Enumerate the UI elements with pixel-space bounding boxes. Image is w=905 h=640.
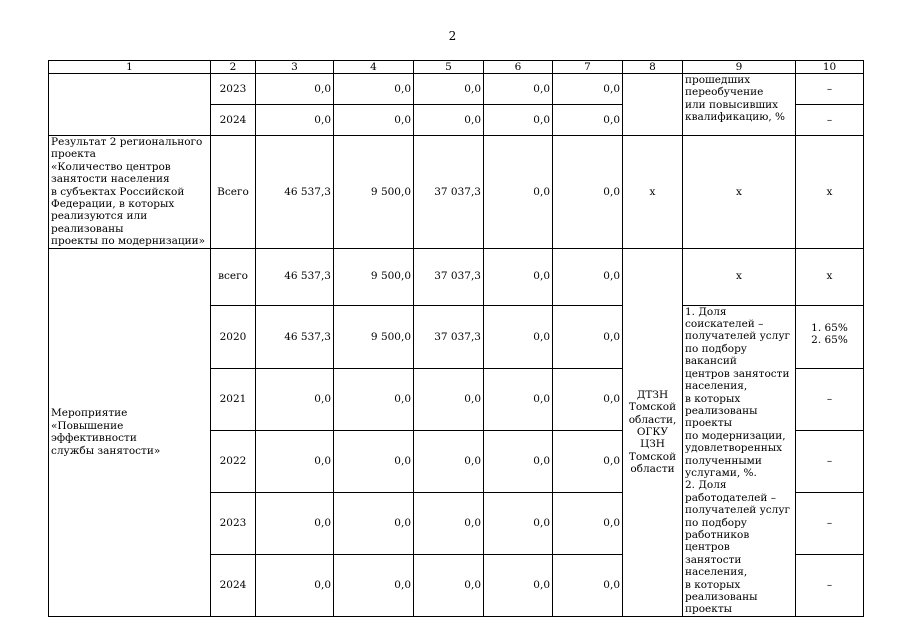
value-cell: 0,0 <box>334 492 414 554</box>
header-cell: 9 <box>683 61 796 74</box>
year-cell: 2021 <box>211 368 256 430</box>
header-cell: 2 <box>211 61 256 74</box>
header-cell: 6 <box>484 61 553 74</box>
executor-cell: ДТЗН Томской области, ОГКУ ЦЗН Томской области <box>623 248 683 616</box>
activity-name-cell: Мероприятие «Повышение эффективности службы занятости» <box>49 248 211 616</box>
header-cell: 8 <box>623 61 683 74</box>
target-cell: х <box>796 248 864 305</box>
value-cell: 0,0 <box>484 105 553 136</box>
result-name-cell: Результат 2 регионального проекта «Количество центров занятости населения в субъектах Российской Федерации, в которых реализуются или реализованы проекты по модернизации» <box>49 136 211 249</box>
value-cell: 0,0 <box>553 248 623 305</box>
target-cell: – <box>796 492 864 554</box>
target-cell: – <box>796 368 864 430</box>
table-row <box>49 248 864 305</box>
year-cell: Всего <box>211 136 256 249</box>
value-cell: 9 500,0 <box>334 305 414 368</box>
header-cell: 5 <box>414 61 484 74</box>
value-cell: 0,0 <box>553 136 623 249</box>
target-cell: – <box>796 554 864 616</box>
indicator-cell: х <box>683 248 796 305</box>
name-cell-empty <box>49 74 211 136</box>
indicator-cell: прошедших переобучение или повысивших квалификацию, % <box>683 74 796 136</box>
value-cell: 0,0 <box>553 305 623 368</box>
target-cell: х <box>796 136 864 249</box>
value-cell: 0,0 <box>334 430 414 492</box>
value-cell: 0,0 <box>334 74 414 105</box>
value-cell: 0,0 <box>414 368 484 430</box>
value-cell: 9 500,0 <box>334 136 414 249</box>
year-cell: 2024 <box>211 554 256 616</box>
value-cell: 0,0 <box>553 105 623 136</box>
value-cell: 0,0 <box>553 492 623 554</box>
value-cell: 0,0 <box>256 492 334 554</box>
year-cell: 2024 <box>211 105 256 136</box>
value-cell: 0,0 <box>256 554 334 616</box>
value-cell: 0,0 <box>484 74 553 105</box>
value-cell: 0,0 <box>553 368 623 430</box>
value-cell: 46 537,3 <box>256 136 334 249</box>
value-cell: 0,0 <box>553 74 623 105</box>
value-cell: 0,0 <box>484 492 553 554</box>
value-cell: 0,0 <box>484 305 553 368</box>
indicators-cell: 1. Доля соискателей – получателей услуг по подбору вакансий центров занятости населения, в которых реализованы проекты по модернизации, удовлетворенных полученными услугами, %. 2. Доля работодателей – получателей услуг по подбору работников центров занятости населения, в которых реализованы проекты <box>683 305 796 616</box>
header-cell: 4 <box>334 61 414 74</box>
year-cell: 2023 <box>211 492 256 554</box>
value-cell: 46 537,3 <box>256 248 334 305</box>
value-cell: 0,0 <box>414 430 484 492</box>
value-cell: 0,0 <box>414 74 484 105</box>
year-cell: 2020 <box>211 305 256 368</box>
target-cell: – <box>796 74 864 105</box>
value-cell: 0,0 <box>414 554 484 616</box>
value-cell: 0,0 <box>484 368 553 430</box>
year-cell: 2023 <box>211 74 256 105</box>
header-cell: 1 <box>49 61 211 74</box>
target-cell: 1. 65% 2. 65% <box>796 305 864 368</box>
year-cell: всего <box>211 248 256 305</box>
value-cell: 0,0 <box>256 368 334 430</box>
value-cell: 0,0 <box>484 554 553 616</box>
value-cell: 0,0 <box>484 136 553 249</box>
target-cell: – <box>796 430 864 492</box>
column-numbers-row <box>49 61 864 74</box>
value-cell: 0,0 <box>484 430 553 492</box>
value-cell: 0,0 <box>334 105 414 136</box>
value-cell: 0,0 <box>334 554 414 616</box>
value-cell: 0,0 <box>334 368 414 430</box>
budget-table <box>48 60 864 617</box>
value-cell: 9 500,0 <box>334 248 414 305</box>
header-cell: 7 <box>553 61 623 74</box>
value-cell: 0,0 <box>256 430 334 492</box>
value-cell: 0,0 <box>414 492 484 554</box>
header-cell: 10 <box>796 61 864 74</box>
value-cell: 0,0 <box>414 105 484 136</box>
value-cell: 0,0 <box>484 248 553 305</box>
value-cell: 0,0 <box>553 554 623 616</box>
year-cell: 2022 <box>211 430 256 492</box>
table-row-result2 <box>49 136 864 249</box>
value-cell: 0,0 <box>553 430 623 492</box>
executor-cell: х <box>623 136 683 249</box>
header-cell: 3 <box>256 61 334 74</box>
value-cell: 37 037,3 <box>414 305 484 368</box>
indicator-cell: х <box>683 136 796 249</box>
value-cell: 37 037,3 <box>414 248 484 305</box>
value-cell: 0,0 <box>256 74 334 105</box>
target-cell: – <box>796 105 864 136</box>
page-number: 2 <box>448 29 457 43</box>
value-cell: 0,0 <box>256 105 334 136</box>
table-row <box>49 74 864 105</box>
executor-cell-empty <box>623 74 683 136</box>
value-cell: 46 537,3 <box>256 305 334 368</box>
value-cell: 37 037,3 <box>414 136 484 249</box>
